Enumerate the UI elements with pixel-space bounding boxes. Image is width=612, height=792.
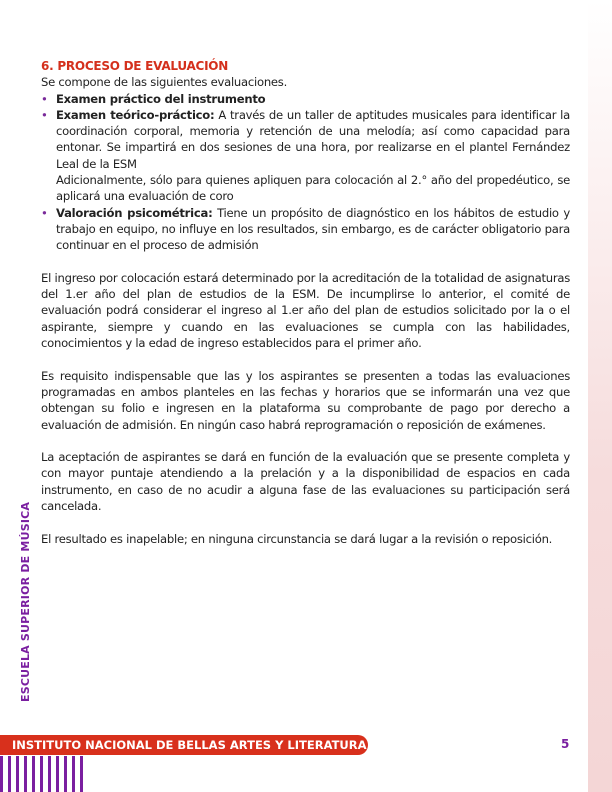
paragraph: La aceptación de aspirantes se dará en función de la evaluación que se presente completa y con mayor puntaje atendiendo a la prelación y a la disponibilidad de espacios en cada instrumento, en caso de no acudir a alguna fase de las evaluaciones su participación será cancelada. (41, 450, 570, 514)
decorative-side-strip (588, 0, 612, 792)
item-title: Valoración psicométrica: (56, 205, 213, 220)
page-number: 5 (561, 737, 570, 751)
footer-institute-banner: INSTITUTO NACIONAL DE BELLAS ARTES Y LITERATURA (0, 735, 368, 755)
list-item (41, 205, 570, 254)
paragraph: El ingreso por colocación estará determinado por la acreditación de la totalidad de asignaturas del 1.er año del plan de estudios de la ESM. De incumplirse lo anterior, el comité de evaluación podrá considerar el ingreso al 1.er año del plan de estudios solicitado por la o el aspirante, siempre y cuando en las evaluaciones se cumpla con las habilidades, conocimientos y la edad de ingreso establecidos para el primer año. (41, 270, 570, 351)
page-content (41, 58, 570, 547)
evaluation-list (41, 91, 570, 254)
paragraph: Es requisito indispensable que las y los aspirantes se presenten a todas las evaluaciones programadas en ambos planteles en las fechas y horarios que se informarán una vez que obtengan su folio e ingresen en la plataforma su comprobante de pago por derecho a evaluación de admisión. En ningún caso habrá reprogramación o reposición de exámenes. (41, 368, 570, 432)
list-item (41, 107, 570, 205)
section-heading: 6. PROCESO DE EVALUACIÓN (41, 59, 229, 73)
intro-text: Se compone de las siguientes evaluaciones. (41, 75, 288, 90)
paragraph: El resultado es inapelable; en ninguna circunstancia se dará lugar a la revisión o reposición. (41, 531, 553, 546)
item-extra: Adicionalmente, sólo para quienes apliquen para colocación al 2.° año del propedéutico, se aplicará una evaluación de coro (56, 173, 570, 204)
sidebar-school-label: ESCUELA SUPERIOR DE MÚSICA (19, 501, 32, 702)
decorative-stripes (0, 756, 86, 792)
item-text: Tiene un propósito de diagnóstico en los hábitos de estudio y trabajo en equipo, no influye en los resultados, sin embargo, es de carácter obligatorio para continuar en el proceso de admisión (56, 205, 570, 253)
item-title: Examen práctico del instrumento (56, 91, 266, 106)
item-title: Examen teórico-práctico: (56, 107, 215, 122)
item-text: A través de un taller de aptitudes musicales para identificar la coordinación corporal, memoria y retención de una melodía; así como capacidad para entonar. Se impartirá en dos sesiones de una hora, por realizarse en el plantel Fernández Leal de la ESM (56, 107, 570, 171)
list-item (41, 91, 570, 107)
